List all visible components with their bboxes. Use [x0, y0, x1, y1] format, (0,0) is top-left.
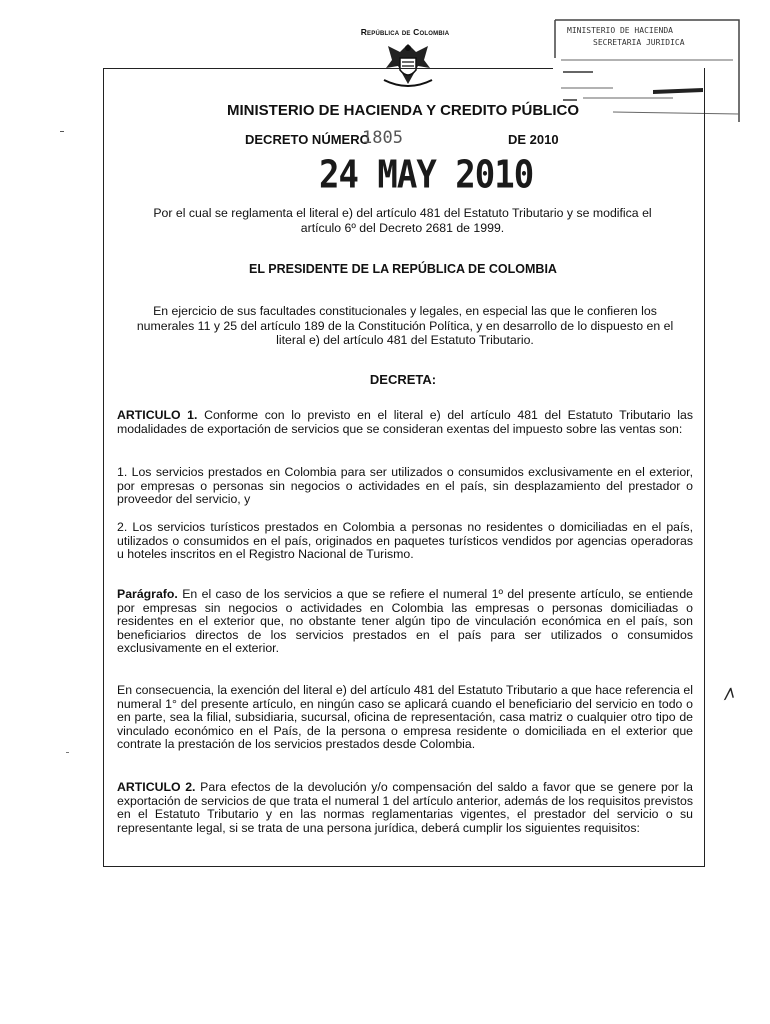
decreta-heading: DECRETA:	[369, 372, 437, 387]
paragrafo-text: En el caso de los servicios a que se refiere el numeral 1º del presente artículo, se entiende por empresas sin negocios o actividades en Colombia las empresas o personas domiciliadas o residentes en el exterior que, no obstante tener algún tipo de vinculación económica en el país, son beneficiarios directos de los servicios prestados en el país para ser utilizados o consumidos exclusivamente en el exterior.	[117, 587, 693, 655]
margin-check-mark: ⩘	[719, 680, 736, 706]
article-2-text: Para efectos de la devolución y/o compensación del saldo a favor que se genere por la exportación de servicios de que trata el numeral 1 del artículo anterior, además de los requisitos previstos en el Estatuto Tributario y en las normas reglamentarias vigentes, el prestador del servicio o su representante legal, si se trata de una persona jurídica, deberá cumplir los siguientes requisitos:	[117, 780, 693, 835]
scan-mark	[66, 752, 69, 753]
president-heading: EL PRESIDENTE DE LA REPÚBLICA DE COLOMBIA	[249, 262, 557, 276]
paragrafo-label: Parágrafo.	[117, 587, 178, 601]
article-2	[117, 781, 693, 835]
consecuencia-paragraph: En consecuencia, la exención del literal e) del artículo 481 del Estatuto Tributario a que hace referencia el numeral 1° del presente artículo, en ningún caso se aplicará cuando el beneficiario del servicio en todo o en parte, sea la filial, subsidiaria, sucursal, oficina de representación, casa matriz o cualquier otro tipo de vinculado económico en el País, de la persona o empresa residente o domiciliada en el exterior que contrate la prestación de los servicios prestados desde Colombia.	[117, 683, 693, 751]
ministry-title: MINISTERIO DE HACIENDA Y CREDITO PÚBLICO	[227, 102, 579, 119]
decree-number-label: DECRETO NÚMERO	[245, 132, 370, 147]
decree-number: 1805	[362, 128, 403, 148]
date-stamp: 24 MAY 2010	[319, 153, 534, 198]
scan-mark	[60, 131, 64, 132]
article-1-text: Conforme con lo previsto en el literal e) del artículo 481 del Estatuto Tributario las modalidades de exportación de servicios que se consideran exentas del impuesto sobre las ventas son:	[117, 408, 693, 436]
stamp-line-1: MINISTERIO DE HACIENDA	[567, 26, 673, 35]
article-1	[117, 409, 693, 436]
paragrafo	[117, 588, 693, 656]
numeral-2: 2. Los servicios turísticos prestados en Colombia a personas no residentes o domiciliadas en el país, utilizados o consumidos en el país, originados en paquetes turísticos vendidos por agencias operadoras u hoteles inscritos en el Registro Nacional de Turismo.	[117, 520, 693, 561]
article-2-label: ARTICULO 2.	[117, 780, 196, 794]
stamp-line-2: SECRETARIA JURIDICA	[593, 38, 685, 47]
legal-basis: En ejercicio de sus facultades constitucionales y legales, en especial las que le confieren los numerales 11 y 25 del artículo 189 de la Constitución Política, y en desarrollo de lo dispuesto en el literal e) del artículo 481 del Estatuto Tributario.	[136, 304, 674, 347]
decree-year: DE 2010	[508, 132, 559, 147]
numeral-1: 1. Los servicios prestados en Colombia para ser utilizados o consumidos exclusivamente en el exterior, por empresas o personas sin negocios o actividades en el país, sin desplazamiento del prestador o proveedor del servicio, y	[117, 465, 693, 506]
decree-purpose: Por el cual se reglamenta el literal e) del artículo 481 del Estatuto Tributario y se modifica el artículo 6º del Decreto 2681 de 1999.	[153, 206, 652, 235]
republica-heading: República de Colombia	[360, 27, 450, 37]
article-1-label: ARTICULO 1.	[117, 408, 198, 422]
